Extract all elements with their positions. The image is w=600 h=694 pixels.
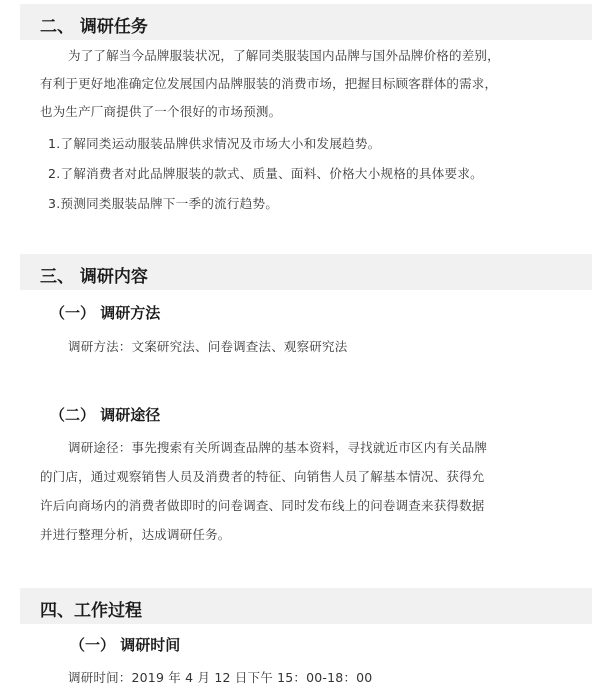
paragraph-line: 调研时间：2019 年 4 月 12 日下午 15：00-18：00	[68, 670, 373, 685]
paragraph-line: 调研途径：事先搜索有关所调查品牌的基本资料，寻找就近市区内有关品牌	[68, 440, 488, 455]
list-item: 2.了解消费者对此品牌服装的款式、质量、面料、价格大小规格的具体要求。	[48, 166, 483, 181]
paragraph-line: 的门店，通过观察销售人员及消费者的特征、向销售人员了解基本情况、获得允	[40, 469, 485, 484]
list-item: 1.了解同类运动服装品牌供求情况及市场大小和发展趋势。	[48, 136, 381, 151]
section-heading: 二、 调研任务	[40, 17, 148, 37]
paragraph-line: 也为生产厂商提供了一个很好的市场预测。	[40, 104, 282, 119]
paragraph-line: 调研方法：文案研究法、问卷调查法、观察研究法	[68, 339, 348, 354]
subsection-heading: （一） 调研方法	[50, 304, 161, 322]
subsection-heading: （二） 调研途径	[50, 406, 161, 424]
subsection-heading: （一） 调研时间	[70, 636, 181, 654]
section-heading: 三、 调研内容	[40, 267, 148, 287]
paragraph-line: 许后向商场内的消费者做即时的问卷调查、同时发布线上的问卷调查来获得数据	[40, 498, 485, 513]
paragraph-line: 并进行整理分析，达成调研任务。	[40, 527, 231, 542]
paragraph-line: 有利于更好地准确定位发展国内品牌服装的消费市场，把握目标顾客群体的需求，	[40, 76, 498, 91]
list-item: 3.预测同类服装品牌下一季的流行趋势。	[48, 196, 279, 211]
paragraph-line: 为了了解当今品牌服装状况，了解同类服装国内品牌与国外品牌价格的差别，	[68, 48, 500, 63]
section-heading: 四、工作过程	[40, 601, 142, 621]
